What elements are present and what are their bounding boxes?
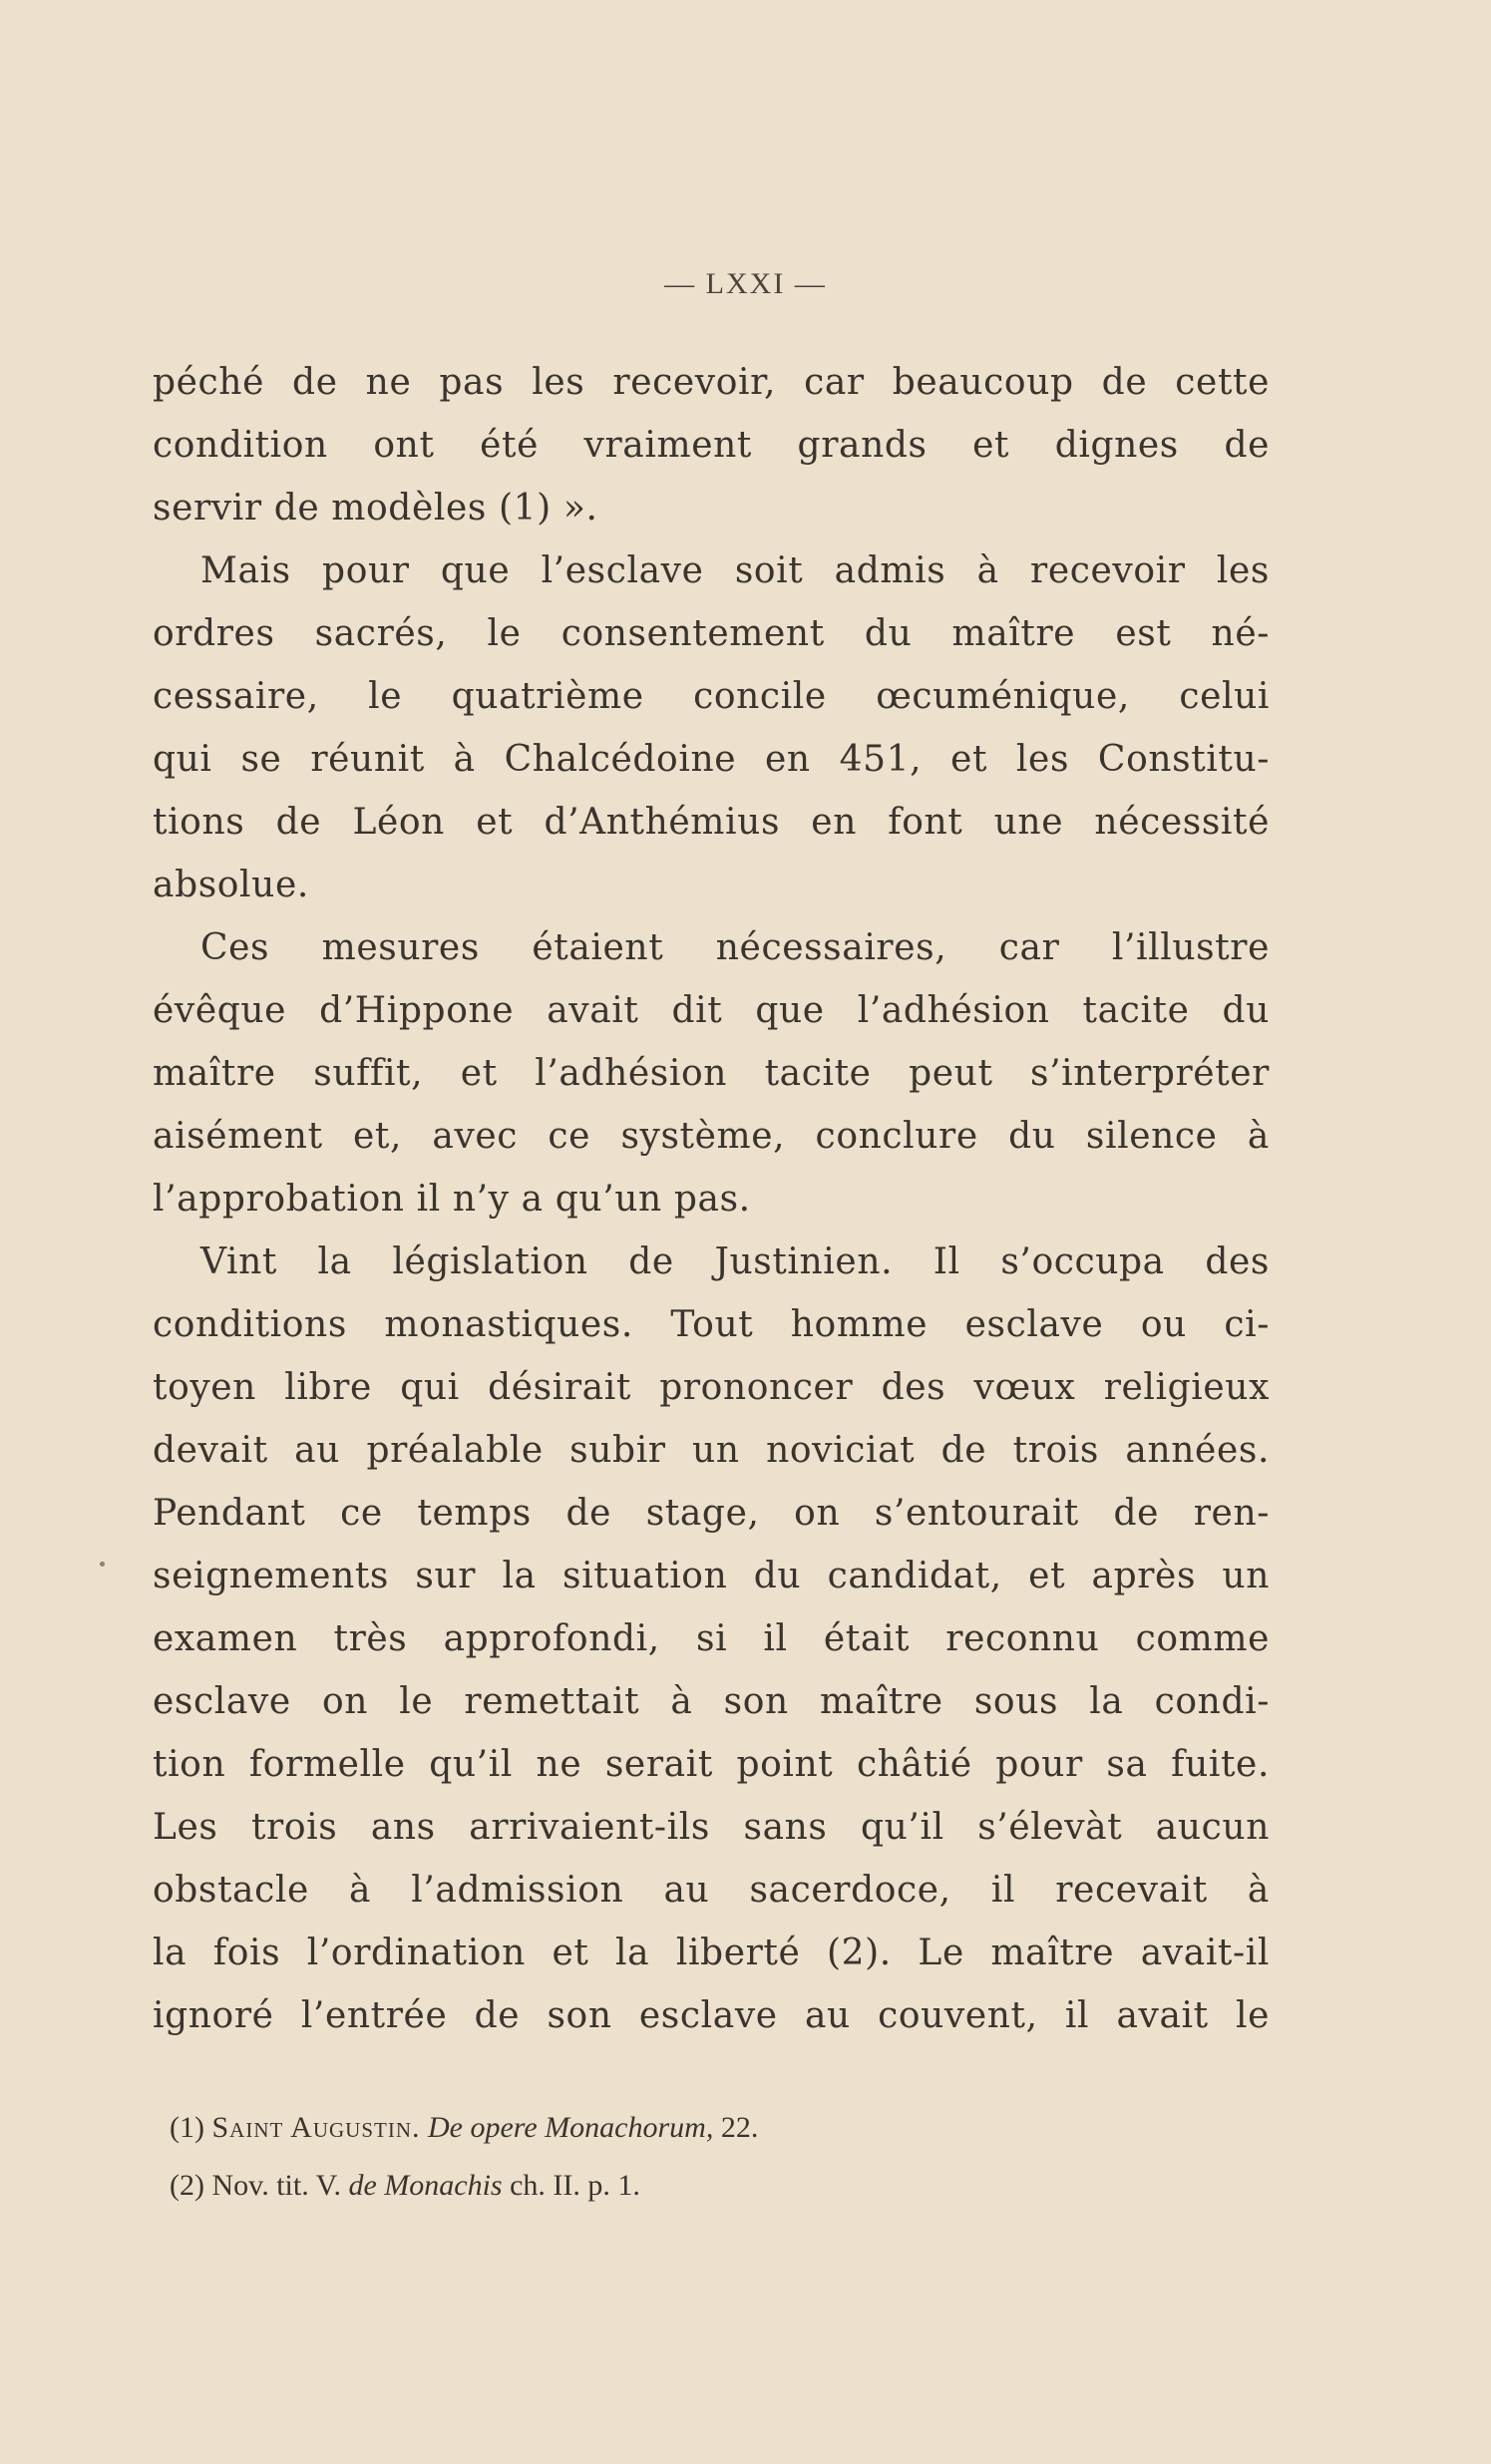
body-text xyxy=(153,351,1270,2047)
text-line: ignoré l’entrée de son esclave au couvent, il avait le xyxy=(153,1995,1270,2036)
footnote-ref: 22. xyxy=(720,2111,759,2144)
text-line: l’approbation il n’y a qu’un pas. xyxy=(153,1179,751,1220)
margin-mark xyxy=(100,1562,105,1567)
text-line: obstacle à l’admission au sacerdoce, il recevait à xyxy=(153,1870,1270,1911)
text-line: condition ont été vraiment grands et dignes de xyxy=(153,425,1270,466)
text-line: évêque d’Hippone avait dit que l’adhésion tacite du xyxy=(153,990,1270,1031)
text-line: aisément et, avec ce système, conclure du silence à xyxy=(153,1116,1270,1157)
text-line: cessaire, le quatrième concile œcuménique, celui xyxy=(153,676,1270,717)
text-line: maître suffit, et l’adhésion tacite peut s’interpréter xyxy=(153,1053,1270,1094)
text-line: absolue. xyxy=(153,865,309,905)
text-line: Pendant ce temps de stage, on s’entourait de ren- xyxy=(153,1493,1270,1534)
footnote-marker: (2) xyxy=(170,2169,204,2202)
text-line: ordres sacrés, le consentement du maître est né- xyxy=(153,613,1270,654)
footnote-1 xyxy=(170,2099,1267,2157)
text-line: conditions monastiques. Tout homme esclave ou ci- xyxy=(153,1304,1270,1345)
text-line: qui se réunit à Chalcédoine en 451, et les Constitu- xyxy=(153,739,1270,780)
footnote-prefix: Nov. tit. V. xyxy=(211,2169,341,2202)
text-line: la fois l’ordination et la liberté (2). Le maître avait-il xyxy=(153,1933,1270,1973)
text-line: tion formelle qu’il ne serait point châtié pour sa fuite. xyxy=(153,1744,1270,1785)
text-line: examen très approfondi, si il était reconnu comme xyxy=(153,1618,1270,1659)
footnote-marker: (1) xyxy=(170,2111,204,2144)
text-line: péché de ne pas les recevoir, car beaucoup de cette xyxy=(153,362,1270,403)
footnote-ref: ch. II. p. 1. xyxy=(510,2169,640,2202)
text-line: Vint la législation de Justinien. Il s’occupa des xyxy=(200,1241,1270,1282)
text-line: devait au préalable subir un noviciat de trois années. xyxy=(153,1430,1270,1471)
text-line: Les trois ans arrivaient-ils sans qu’il s’élevàt aucun xyxy=(153,1807,1270,1848)
footnote-title: De opere Monachorum, xyxy=(428,2111,714,2144)
text-line: Ces mesures étaient nécessaires, car l’illustre xyxy=(200,927,1270,968)
footnotes xyxy=(170,2099,1267,2215)
text-line: toyen libre qui désirait prononcer des vœux religieux xyxy=(153,1367,1270,1408)
footnote-title: de Monachis xyxy=(348,2169,503,2202)
text-line: seignements sur la situation du candidat, et après un xyxy=(153,1556,1270,1596)
footnote-author: Saint Augustin. xyxy=(211,2111,421,2144)
text-line: servir de modèles (1) ». xyxy=(153,488,598,528)
text-line: tions de Léon et d’Anthémius en font une nécessité xyxy=(153,802,1270,843)
running-head: — LXXI — xyxy=(664,267,827,300)
footnote-2 xyxy=(170,2157,1267,2215)
text-line: Mais pour que l’esclave soit admis à recevoir les xyxy=(200,550,1270,591)
text-line: esclave on le remettait à son maître sous la condi- xyxy=(153,1681,1270,1722)
